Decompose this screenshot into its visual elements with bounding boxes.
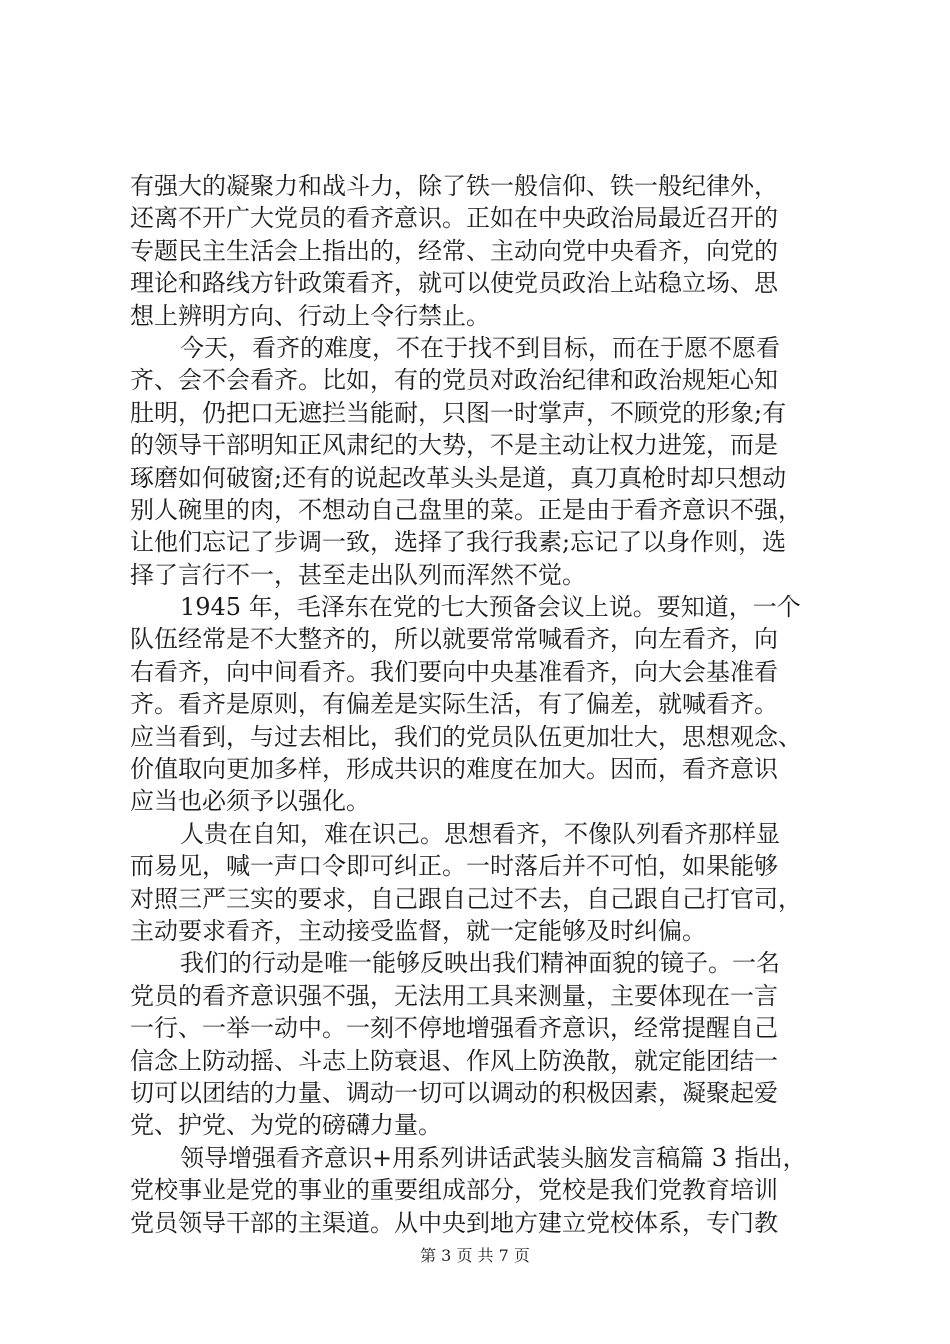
text-line: 一行、一举一动中。一刻不停地增强看齐意识，经常提醒自己 [130, 1014, 778, 1043]
paragraph [130, 818, 830, 948]
paragraph [130, 170, 830, 332]
text-line: 想上辨明方向、行动上令行禁止。 [130, 301, 490, 330]
text-line: 今天，看齐的难度，不在于找不到目标，而在于愿不愿看 [180, 333, 780, 362]
text-line: 队伍经常是不大整齐的，所以就要常常喊看齐，向左看齐，向 [130, 625, 778, 654]
text-line: 齐、会不会看齐。比如，有的党员对政治纪律和政治规矩心知 [130, 366, 778, 395]
text-line: 还离不开广大党员的看齐意识。正如在中央政治局最近召开的 [130, 204, 778, 233]
text-line: 应当看到，与过去相比，我们的党员队伍更加壮大，思想观念、 [130, 722, 802, 751]
paragraph [130, 332, 830, 591]
text-line: 党员的看齐意识强不强，无法用工具来测量，主要体现在一言 [130, 981, 778, 1010]
text-line: 1945 年，毛泽东在党的七大预备会议上说。要知道，一个 [180, 593, 801, 622]
text-line: 人贵在自知，难在识己。思想看齐，不像队列看齐那样显 [180, 819, 780, 848]
page-footer: 第 3 页 共 7 页 [420, 1246, 530, 1265]
text-line: 价值取向更加多样，形成共识的难度在加大。因而，看齐意识 [130, 755, 778, 784]
text-line: 择了言行不一，甚至走出队列而浑然不觉。 [130, 560, 586, 589]
text-line: 别人碗里的肉，不想动自己盘里的菜。正是由于看齐意识不强， [130, 495, 802, 524]
text-line: 理论和路线方针政策看齐，就可以使党员政治上站稳立场、思 [130, 269, 778, 298]
text-line: 我们的行动是唯一能够反映出我们精神面貌的镜子。一名 [180, 949, 780, 978]
text-line: 右看齐，向中间看齐。我们要向中央基准看齐，向大会基准看 [130, 657, 778, 686]
text-line: 党、护党、为党的磅礴力量。 [130, 1111, 442, 1140]
text-line: 领导增强看齐意识+用系列讲话武装头脑发言稿篇 3 指出， [180, 1143, 807, 1172]
text-line: 的领导干部明知正风肃纪的大势，不是主动让权力进笼，而是 [130, 431, 778, 460]
text-line: 党校事业是党的事业的重要组成部分，党校是我们党教育培训 [130, 1176, 778, 1205]
text-line: 专题民主生活会上指出的，经常、主动向党中央看齐，向党的 [130, 236, 778, 265]
text-line: 应当也必须予以强化。 [130, 787, 370, 816]
text-line: 信念上防动摇、斗志上防衰退、作风上防涣散，就定能团结一 [130, 1046, 778, 1075]
text-line: 有强大的凝聚力和战斗力，除了铁一般信仰、铁一般纪律外， [130, 172, 778, 200]
text-line: 主动要求看齐，主动接受监督，就一定能够及时纠偏。 [130, 916, 706, 945]
paragraph [130, 591, 830, 818]
text-line: 而易见，喊一声口令即可纠正。一时落后并不可怕，如果能够 [130, 852, 778, 881]
text-line: 齐。看齐是原则，有偏差是实际生活，有了偏差，就喊看齐。 [130, 690, 778, 719]
paragraph [130, 947, 830, 1141]
paragraph [130, 1142, 830, 1239]
text-line: 让他们忘记了步调一致，选择了我行我素;忘记了以身作则，选 [130, 528, 787, 557]
document-body [130, 170, 830, 1239]
text-line: 党员领导干部的主渠道。从中央到地方建立党校体系，专门教 [130, 1208, 778, 1237]
text-line: 肚明，仍把口无遮拦当能耐，只图一时掌声，不顾党的形象;有 [130, 398, 787, 427]
text-line: 切可以团结的力量、调动一切可以调动的积极因素，凝聚起爱 [130, 1078, 778, 1107]
text-line: 琢磨如何破窗;还有的说起改革头头是道，真刀真枪时却只想动 [130, 463, 787, 492]
text-line: 对照三严三实的要求，自己跟自己过不去，自己跟自己打官司， [130, 884, 802, 913]
